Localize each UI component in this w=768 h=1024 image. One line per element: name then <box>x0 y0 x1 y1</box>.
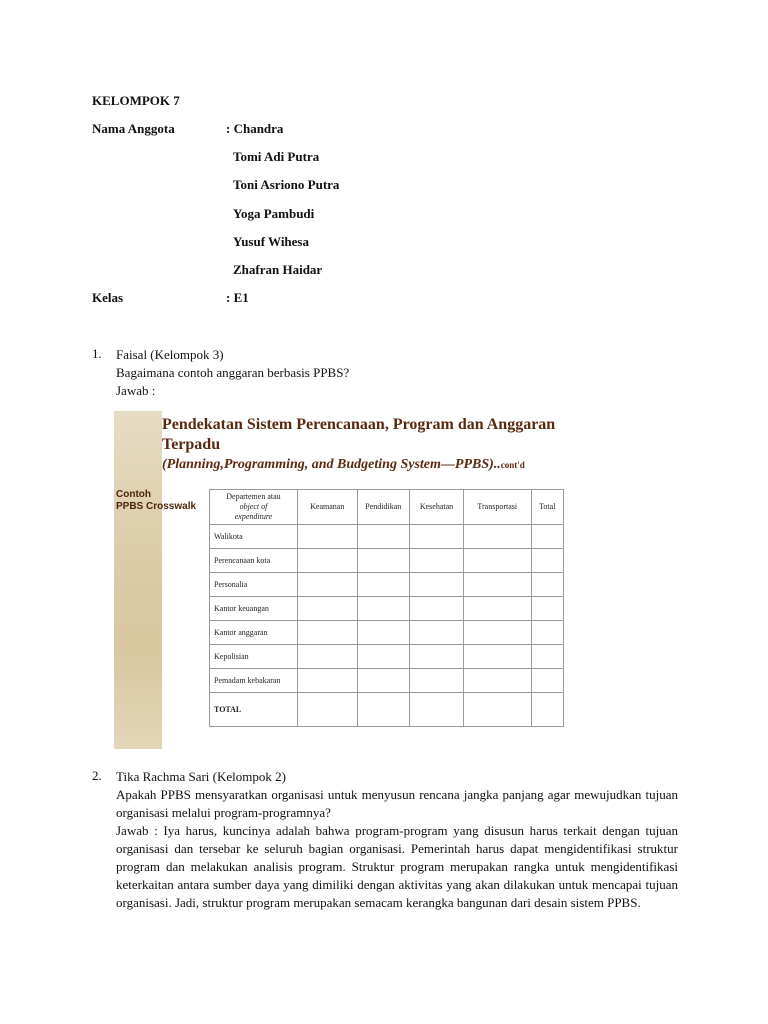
question-2-answer: Jawab : Iya harus, kuncinya adalah bahwa program-program yang disusun harus terkait dengan tujuan organisasi dan tersebar ke seluruh bagian organisasi. Pemerintah harus dapat mengidentifikasi struktur program dan melakukan analisis program. Struktur program merupakan rangka untuk mengidentifikasi keterkaitan antara sumber daya yang dimiliki dengan aktivitas yang akan dilakukan untuk mencapai tujuan organisasi. Jadi, struktur program merupakan semacam kerangka bangunan dari desain sistem PPBS. <box>116 823 678 910</box>
slide-contd: cont'd <box>500 460 525 470</box>
cell <box>297 573 357 597</box>
row-label: Perencanaan kota <box>210 549 298 573</box>
member-2: Tomi Adi Putra <box>233 149 320 164</box>
cell <box>464 573 531 597</box>
group-title: KELOMPOK 7 <box>92 93 180 108</box>
slide-subtitle <box>162 457 525 473</box>
row-label: Kepolisian <box>210 645 298 669</box>
member-1: : Chandra <box>226 121 284 136</box>
slide-title-line-1: Pendekatan Sistem Perencanaan, Program dan Anggaran <box>162 416 556 433</box>
table-row <box>210 645 564 669</box>
table-row <box>210 621 564 645</box>
table-header-col: Total <box>531 490 563 525</box>
slide-subtitle-text: (Planning,Programming, and Budgeting System—PPBS).. <box>162 457 501 472</box>
member-6: Zhafran Haidar <box>233 262 323 277</box>
header-department-line-2: object of <box>239 502 268 511</box>
cell <box>357 693 409 727</box>
class-label: Kelas <box>92 290 124 305</box>
cell <box>297 525 357 549</box>
cell <box>464 549 531 573</box>
cell <box>409 573 463 597</box>
cell <box>409 621 463 645</box>
header-department-line-3: expenditure <box>234 512 273 521</box>
member-5: Yusuf Wihesa <box>233 234 309 249</box>
table-header-col: Keamanan <box>297 490 357 525</box>
question-1-asker: Faisal (Kelompok 3) <box>116 347 224 362</box>
row-label: Walikota <box>210 525 298 549</box>
table-header-col: Pendidikan <box>357 490 409 525</box>
cell <box>357 573 409 597</box>
cell <box>357 669 409 693</box>
cell <box>409 645 463 669</box>
class-value: : E1 <box>226 290 249 305</box>
table-header-col: Kesehatan <box>409 490 463 525</box>
table-row <box>210 669 564 693</box>
cell <box>531 525 563 549</box>
cell <box>357 645 409 669</box>
table-row <box>210 597 564 621</box>
cell <box>357 597 409 621</box>
cell <box>464 621 531 645</box>
question-2-asker: Tika Rachma Sari (Kelompok 2) <box>116 769 286 784</box>
question-1-number: 1. <box>92 346 102 361</box>
table-row <box>210 573 564 597</box>
cell <box>464 525 531 549</box>
total-label: TOTAL <box>210 693 298 727</box>
cell <box>409 597 463 621</box>
table-header-department <box>210 490 298 525</box>
question-2-number: 2. <box>92 768 102 783</box>
table-row <box>210 525 564 549</box>
table-header-col: Transportasi <box>464 490 531 525</box>
cell <box>409 693 463 727</box>
question-1-text: Bagaimana contoh anggaran berbasis PPBS? <box>116 365 350 380</box>
table-total-row <box>210 693 564 727</box>
row-label: Kantor anggaran <box>210 621 298 645</box>
cell <box>531 693 563 727</box>
cell <box>531 573 563 597</box>
row-label: Personalia <box>210 573 298 597</box>
crosswalk-table <box>209 489 564 727</box>
cell <box>409 525 463 549</box>
side-label-line-2: PPBS Crosswalk <box>116 501 197 512</box>
member-4: Yoga Pambudi <box>233 206 315 221</box>
row-label: Kantor keuangan <box>210 597 298 621</box>
cell <box>357 549 409 573</box>
cell <box>464 693 531 727</box>
side-label-line-1: Contoh <box>116 489 151 500</box>
cell <box>464 669 531 693</box>
cell <box>531 621 563 645</box>
cell <box>297 693 357 727</box>
cell <box>464 597 531 621</box>
cell <box>531 597 563 621</box>
slide-title-line-2: Terpadu <box>162 436 221 453</box>
cell <box>531 669 563 693</box>
question-1-answer-label: Jawab : <box>116 383 156 398</box>
slide-title <box>162 415 555 455</box>
cell <box>297 645 357 669</box>
slide-side-bar <box>114 411 162 749</box>
row-label: Pemadam kebakaran <box>210 669 298 693</box>
cell <box>531 549 563 573</box>
cell <box>297 597 357 621</box>
header-department-line-1: Departemen atau <box>226 492 281 501</box>
cell <box>409 669 463 693</box>
cell <box>409 549 463 573</box>
table-row <box>210 549 564 573</box>
slide-side-label <box>116 489 196 513</box>
cell <box>297 669 357 693</box>
cell <box>297 549 357 573</box>
cell <box>297 621 357 645</box>
member-3: Toni Asriono Putra <box>233 177 340 192</box>
cell <box>464 645 531 669</box>
cell <box>357 621 409 645</box>
question-2-text: Apakah PPBS mensyaratkan organisasi untuk menyusun rencana jangka panjang agar mewujudkan tujuan organisasi melalui program-programnya? <box>116 787 678 820</box>
members-label: Nama Anggota <box>92 121 175 136</box>
cell <box>531 645 563 669</box>
table-header-row <box>210 490 564 525</box>
cell <box>357 525 409 549</box>
ppbs-slide-image <box>114 411 564 751</box>
